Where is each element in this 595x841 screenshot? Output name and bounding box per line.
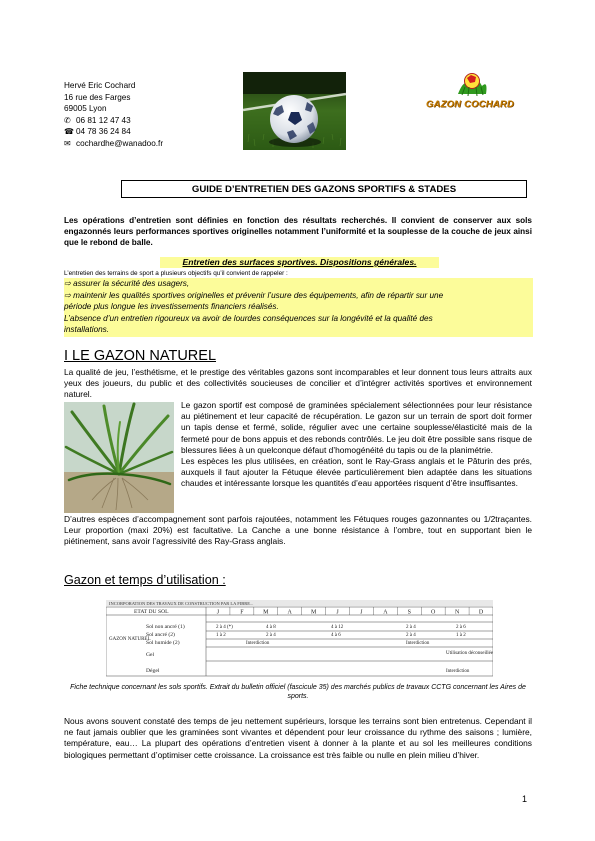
contact-city: 69005 Lyon xyxy=(64,104,107,114)
contact-mobile: 06 81 12 47 43 xyxy=(76,115,131,125)
table-cell: 2 à 4 xyxy=(266,633,276,638)
paragraph-4: Nous avons souvent constaté des temps de jeu nettement supérieurs, lorsque les terrains sont bien entretenus. Cependant il ne faut jamais oublier que les graminées sont vivantes et dépendent pour leur croissance du rythme des saisons ; lumière, température, eau… La plupart des opérations d’entretien visent à donner à la plante et au sol les meilleures conditions biologiques permettant d’optimiser cette croissance. La croissance est très faible ou nulle en plein milieu d’hiver. xyxy=(64,716,532,760)
section-note: L’entretien des terrains de sport a plusieurs objectifs qu’il convient de rappeler : xyxy=(64,270,288,277)
contact-phone: 04 78 36 24 84 xyxy=(76,127,131,137)
telephone-icon: ☎ xyxy=(64,127,74,137)
contact-street: 16 rue des Farges xyxy=(64,92,131,102)
table-month-label: F xyxy=(240,609,244,616)
table-cell: 4 à 6 xyxy=(331,633,341,638)
table-cell: 2 à 4 xyxy=(406,633,416,638)
table-row-label: Dégel xyxy=(146,668,160,674)
table-cell: 1 à 2 xyxy=(456,633,466,638)
document-title: GUIDE D’ENTRETIEN DES GAZONS SPORTIFS & STADES xyxy=(121,180,527,198)
table-cell: 4 à 12 xyxy=(331,625,344,630)
usage-table xyxy=(106,598,493,677)
table-month-label: A xyxy=(383,609,388,616)
table-cell: Interdiction xyxy=(406,641,430,646)
paragraph-2 xyxy=(181,400,532,490)
table-row-label: Sol humide (2) xyxy=(146,640,180,646)
paragraph-1: La qualité de jeu, l’esthétisme, et le prestige des véritables gazons sont incomparables et leur donnent tous leurs attraits aux yeux des joueurs, du public et des collectivités soucieuses de concilier et d’intégrer activités sportives et environnement naturel. xyxy=(64,367,532,400)
table-row-label: ETAT DU SOL xyxy=(134,609,169,615)
table-month-label: D xyxy=(478,609,484,616)
heading-temps-utilisation: Gazon et temps d’utilisation : xyxy=(64,573,226,587)
logo-text: GAZON COCHARD xyxy=(425,99,515,110)
table-month-label: M xyxy=(263,609,269,616)
table-cell: Interdiction xyxy=(446,669,470,674)
objectives-box xyxy=(64,278,533,337)
paragraph-3: D’autres espèces d’accompagnement sont parfois rajoutées, notamment les Fétuques rouges gazonnantes ou 1/2traçantes. Leur proportion (maxi 20%) est facultative. La Canche a une bonne résistance à l’ombre, tout en supportant bien le piétinement, sans avoir l’agressivité des Ray-Grass anglais. xyxy=(64,514,532,547)
table-side-label: GAZON NATUREL xyxy=(109,637,151,642)
table-cell: 2 à 4 xyxy=(406,625,416,630)
football-photo xyxy=(243,72,346,150)
table-row-label: Gel xyxy=(146,652,155,658)
table-month-label: J xyxy=(360,609,363,616)
contact-email: cochardhe@wanadoo.fr xyxy=(76,138,164,148)
table-cell: 2 à 4 (*) xyxy=(216,625,233,630)
contact-name: Hervé Eric Cochard xyxy=(64,81,136,90)
table-caption: Fiche technique concernant les sols sportifs. Extrait du bulletin officiel (fascicule 35) des marchés publics de travaux CCTG concernant les Aires de sports. xyxy=(70,684,526,700)
table-month-label: M xyxy=(310,609,317,616)
paragraph-2b: Les espèces les plus utilisées, en création, sont le Ray-Grass anglais et le Pâturin des prés, auxquels il faut ajouter la Fétuque élevée particulièrement bien adaptée dans les situations chaudes et intéressante lorsque les quantités d’eau apportées risquent d’être insuffisantes. xyxy=(181,456,532,489)
table-month-label: A xyxy=(287,609,292,616)
table-month-label: O xyxy=(431,609,436,616)
intro-paragraph: Les opérations d’entretien sont définies en fonction des résultats recherchés. Il convient de conserver aux sols engazonnés leurs performances sportives originelles notamment l’uniformité et la souplesse de la couche de jeux ainsi que le rebond de balle. xyxy=(64,216,532,247)
table-month-label: S xyxy=(407,609,411,616)
table-cell: Utilisation déconseillée xyxy=(446,651,493,656)
contact-block xyxy=(64,80,163,150)
section-title-text: Entretien des surfaces sportives. Dispositions générales xyxy=(182,257,415,267)
objective-line: période plus longue les investissements financiers réalisés. xyxy=(64,302,279,312)
table-month-label: N xyxy=(454,609,460,616)
table-month-label: J xyxy=(216,609,220,616)
grass-plant-photo xyxy=(64,402,174,513)
envelope-icon: ✉ xyxy=(64,138,71,148)
table-cell: 4 à 8 xyxy=(266,625,276,630)
table-header-note: INCORPORATION DES TRAVAUX DE CONSTRUCTION PAR LA FIBRE... xyxy=(109,601,254,606)
table-cell: Interdiction xyxy=(246,641,270,646)
table-row-label: Sol ancré (2) xyxy=(146,632,175,638)
objective-line: L’absence d’un entretien rigoureux va avoir de lourdes conséquences sur la longévité et la qualité des xyxy=(64,313,433,323)
table-row-label: Sol non ancré (1) xyxy=(146,624,185,630)
objective-line: ⇨ assurer la sécurité des usagers, xyxy=(64,279,190,288)
objective-line: installations. xyxy=(64,325,110,335)
table-month-label: J xyxy=(336,609,339,616)
heading-gazon-naturel: I LE GAZON NATUREL xyxy=(64,348,217,364)
phone-circle-icon: ✆ xyxy=(64,115,71,125)
table-cell: 1 à 2 xyxy=(216,633,226,638)
paragraph-2a: Le gazon sportif est composé de graminées spécialement sélectionnées pour leur résistance au piétinement et leur capacité de récupération. Le gazon sur un terrain de sport doit former un tapis dense et fermé, solide, régulier avec une certaine souplesse/élasticité mais de la fermeté pour de bons appuis et des rebonds contrôlés. Le jeu doit être possible sans risque de blessures liées à un quelconque défaut d’homogénéité du tapis ou de la planimétrie. xyxy=(181,400,532,455)
section-title: Entretien des surfaces sportives. Dispositions générales. xyxy=(160,257,439,268)
objective-line: ⇨ maintenir les qualités sportives originelles et prévenir l’usure des équipements, afin de répartir sur une xyxy=(64,290,444,300)
table-cell: 2 à 6 xyxy=(456,625,466,630)
page-number: 1 xyxy=(522,794,528,804)
